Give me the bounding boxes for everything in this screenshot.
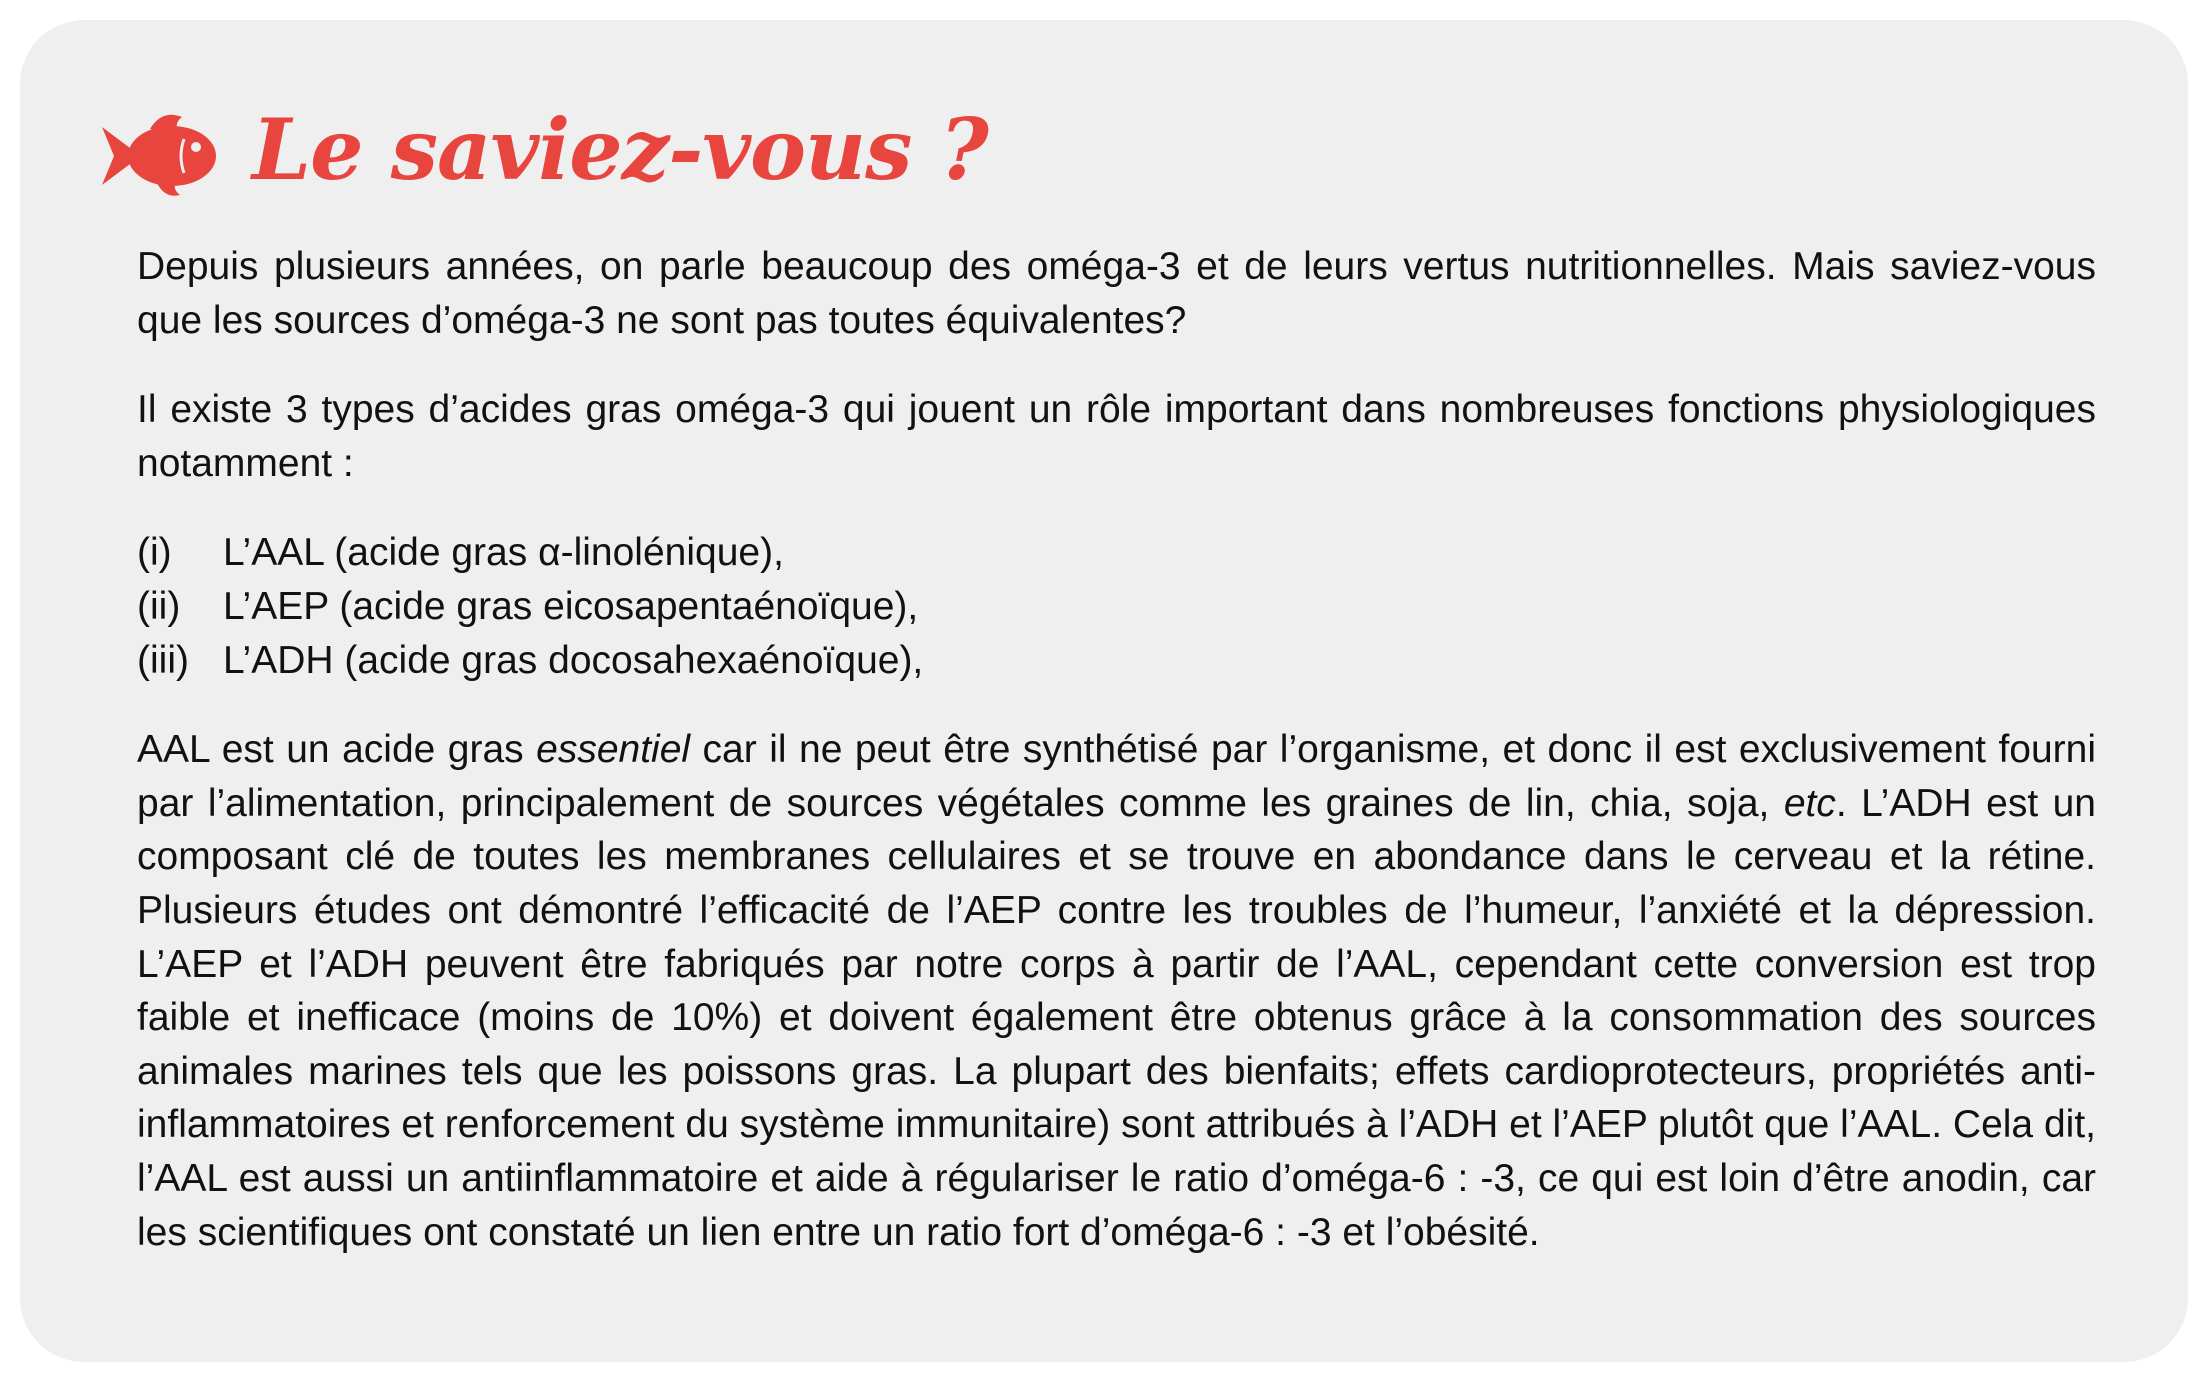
- info-card: [20, 20, 2188, 1362]
- list-item: [137, 580, 2096, 634]
- list-item-number: (ii): [137, 584, 181, 628]
- list-item: [137, 526, 2096, 580]
- types-paragraph: Il existe 3 types d’acides gras oméga-3 qui jouent un rôle important dans nombreuses fonctions physiologiques notamment :: [137, 388, 2096, 485]
- fish-icon: [100, 105, 220, 205]
- list-item-text: L’AEP (acide gras eicosapentaénoïque),: [223, 584, 919, 628]
- body-text-part1: AAL est un acide gras: [137, 728, 537, 772]
- card-header: [100, 85, 988, 225]
- omega-types-list: [137, 526, 2096, 687]
- list-item-number: (i): [137, 531, 172, 575]
- list-item-text: L’AAL (acide gras α-linolénique),: [223, 531, 784, 575]
- body-text-etc: etc: [1783, 781, 1836, 825]
- article-content: [137, 240, 2096, 1295]
- body-paragraph: [137, 723, 2096, 1259]
- body-text-part2: car il ne peut être synthétisé par l’organisme, et donc il est exclusivement fourni par l’alimentation, principalement de sources végétales comme les graines de lin, chia, soja,: [137, 728, 2097, 825]
- body-text-part3: . L’ADH est un composant clé de toutes les membranes cellulaires et se trouve en abondance dans le cerveau et la rétine. Plusieurs études ont démontré l’efficacité de l’AEP contre les troubles de l’humeur, l’anxiété et la dépression. L’AEP et l’ADH peuvent être fabriqués par notre corps à partir de l’AAL, cependant cette conversion est trop faible et inefficace (moins de 10%) et doivent également être obtenus grâce à la consommation des sources animales marines tels que les poissons gras. La plupart des bienfaits; effets cardioprotecteurs, propriétés anti-inflammatoires et renforcement du système immunitaire) sont attribués à l’ADH et l’AEP plutôt que l’AAL. Cela dit, l’AAL est aussi un antiinflammatoire et aide à régulariser le ratio d’oméga-6 : -3, ce qui est loin d’être anodin, car les scientifiques ont constaté un lien entre un ratio fort d’oméga-6 : -3 et l’obésité.: [137, 781, 2096, 1254]
- box-title: Le saviez-vous ?: [252, 99, 988, 199]
- intro-paragraph: Depuis plusieurs années, on parle beaucoup des oméga-3 et de leurs vertus nutritionnelles. Mais saviez-vous que les sources d’oméga-3 ne sont pas toutes équivalentes?: [137, 245, 2096, 342]
- list-item-number: (iii): [137, 638, 189, 682]
- body-text-essentiel: essentiel: [536, 728, 691, 772]
- list-item-text: L’ADH (acide gras docosahexaénoïque),: [223, 638, 924, 682]
- list-item: [137, 634, 2096, 688]
